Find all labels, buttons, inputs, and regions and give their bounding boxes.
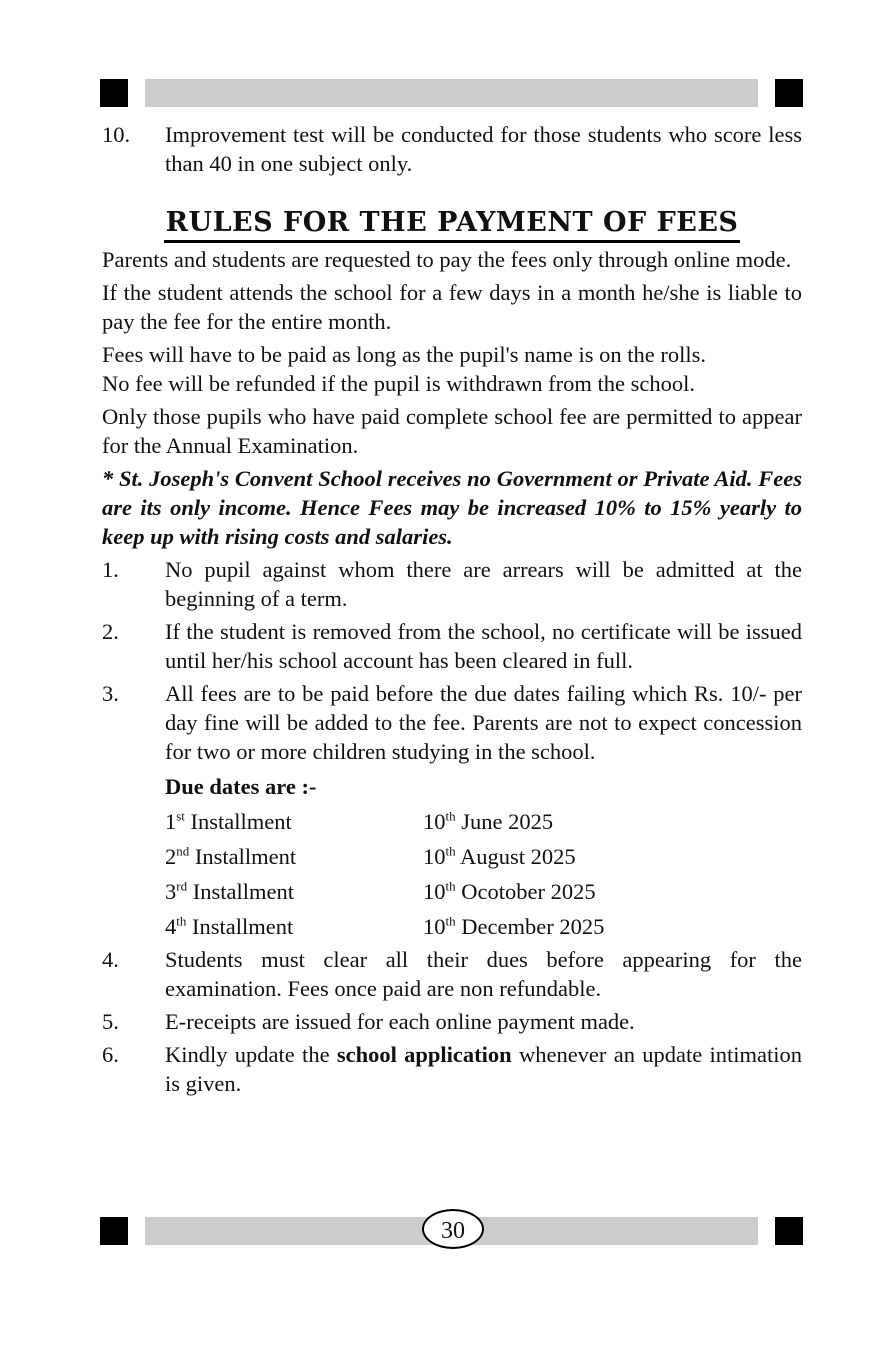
school-application-emphasis: school application [336, 1042, 512, 1067]
rule-text: E-receipts are issued for each online payment made. [165, 1009, 635, 1034]
installment-label: 4th Installment [165, 913, 294, 939]
section-title-text: RULES FOR THE PAYMENT OF FEES [164, 208, 741, 243]
rule-text: No pupil against whom there are arrears will be admitted at the beginning of a term. [165, 557, 802, 611]
installment-label: 2nd Installment [165, 843, 297, 869]
rule-item [102, 679, 802, 766]
rule-item [102, 1007, 802, 1036]
rule-item [102, 617, 802, 675]
right-black-square [775, 1217, 803, 1245]
section-title [102, 208, 802, 243]
page-content [102, 120, 802, 1098]
installment-date: 10th Ocotober 2025 [423, 878, 596, 904]
rule-number: 3. [102, 681, 119, 706]
due-dates-block [165, 772, 802, 941]
item-number: 10. [102, 122, 131, 147]
rule-number: 6. [102, 1042, 119, 1067]
left-black-square [100, 79, 128, 107]
footer-decor-bar [100, 1217, 803, 1245]
rule-number: 1. [102, 557, 119, 582]
page-number: 30 [422, 1209, 484, 1249]
installment-label: 3rd Installment [165, 878, 294, 904]
rule-item [102, 555, 802, 613]
intro-item [102, 120, 802, 178]
installment-date: 10th June 2025 [423, 808, 554, 834]
left-black-square [100, 1217, 128, 1245]
paragraph-online-mode: Parents and students are requested to pay the fees only through online mode. [102, 247, 792, 272]
funding-note: * St. Joseph's Convent School receives no Government or Private Aid. Fees are its only income. Hence Fees may be increased 10% to 15% yearly to keep up with rising costs and salaries. [102, 466, 802, 549]
grey-band [145, 79, 758, 107]
due-date-row [165, 877, 802, 906]
right-black-square [775, 79, 803, 107]
header-decor-bar [100, 79, 803, 107]
due-date-row [165, 842, 802, 871]
paragraph-exam-eligibility: Only those pupils who have paid complete school fee are permitted to appear for the Annual Examination. [102, 404, 802, 458]
due-dates-heading: Due dates are :- [165, 774, 317, 799]
paragraph-monthly-fee: If the student attends the school for a few days in a month he/she is liable to pay the fee for the entire month. [102, 280, 802, 334]
rule-item [102, 1040, 802, 1098]
rule-text: Kindly update the school application whenever an update intimation is given. [165, 1042, 802, 1096]
rule-text: If the student is removed from the school, no certificate will be issued until her/his school account has been cleared in full. [165, 619, 802, 673]
due-date-row [165, 912, 802, 941]
paragraph-refund: No fee will be refunded if the pupil is withdrawn from the school. [102, 371, 695, 396]
item-text: Improvement test will be conducted for those students who score less than 40 in one subject only. [165, 122, 802, 176]
installment-date: 10th December 2025 [423, 913, 605, 939]
rule-number: 2. [102, 619, 119, 644]
rule-text: All fees are to be paid before the due dates failing which Rs. 10/- per day fine will be added to the fee. Parents are not to expect concession for two or more children studying in the school. [165, 681, 802, 764]
rule-item [102, 945, 802, 1003]
due-date-row [165, 807, 802, 836]
rule-number: 4. [102, 947, 119, 972]
rule-number: 5. [102, 1009, 119, 1034]
installment-date: 10th August 2025 [423, 843, 576, 869]
rule-text: Students must clear all their dues before appearing for the examination. Fees once paid are non refundable. [165, 947, 802, 1001]
installment-label: 1st Installment [165, 808, 292, 834]
paragraph-rolls: Fees will have to be paid as long as the pupil's name is on the rolls. [102, 342, 706, 367]
